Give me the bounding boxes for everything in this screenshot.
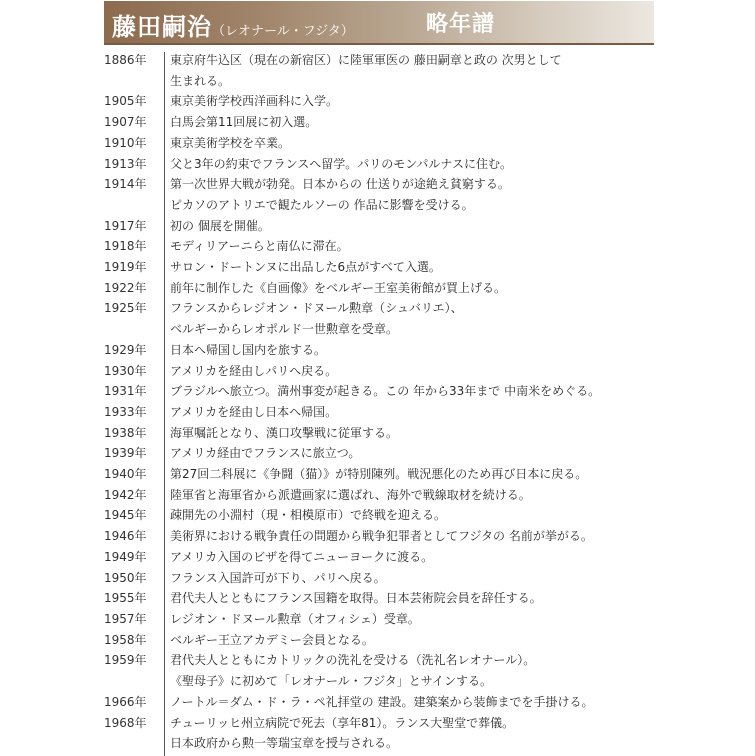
- chronology-entry: [104, 257, 664, 278]
- entry-description: [170, 464, 664, 485]
- entry-description: [170, 381, 664, 402]
- entry-text-line: 日本へ帰国し国内を旅する。: [170, 342, 327, 357]
- entry-description: [170, 91, 664, 112]
- entry-year: 1886年: [104, 53, 147, 67]
- entry-year: 1945年: [104, 508, 147, 523]
- chronology-entry: [104, 402, 664, 423]
- entry-text-line: 第一次世界大戦が勃発。日本からの 仕送りが途絶え貧窮する。: [170, 177, 510, 192]
- entry-text-line: チューリッヒ州立病院で死去（享年81）。ランス大聖堂で葬儀。: [170, 715, 515, 730]
- chronology-entry: [104, 91, 664, 112]
- entry-text-line: ノートル＝ダム・ド・ラ・ペ礼拝堂の 建設。建築案から装飾までを手掛ける。: [170, 694, 594, 709]
- entry-description: [170, 692, 664, 713]
- entry-year: 1939年: [104, 446, 147, 461]
- artist-name-reading: （レオナール・フジタ）: [212, 24, 354, 39]
- entry-year: 1930年: [104, 363, 147, 378]
- chronology-entry: [104, 485, 664, 506]
- entry-year: 1949年: [104, 549, 147, 564]
- entry-text-line: フランスからレジオン・ドヌール勲章（シュバリエ）、: [170, 301, 463, 316]
- entry-text-line: フランス入国許可が下り、パリへ戻る。: [170, 570, 386, 585]
- entry-year: 1910年: [104, 135, 147, 150]
- entry-description: [170, 154, 664, 175]
- entry-text-line: 日本政府から勲一等瑞宝章を授与される。: [170, 736, 399, 751]
- entry-description: [170, 630, 664, 651]
- chronology-entry: [104, 423, 664, 444]
- chronology-entry: [104, 609, 664, 630]
- entry-text-line: 父と3年の約束でフランスへ留学。パリのモンパルナスに住む。: [170, 156, 512, 171]
- chronology-entry: [104, 650, 664, 691]
- entry-text-line: 東京府牛込区（現在の新宿区）に陸軍軍医の 藤田嗣章と政の 次男として: [170, 53, 562, 67]
- chronology-entry: [104, 236, 664, 257]
- entry-text-line: ベルギーからレオポルド一世勲章を受章。: [170, 322, 399, 337]
- chronology-entry: [104, 526, 664, 547]
- entry-description: [170, 713, 664, 754]
- chronology-entry: [104, 692, 664, 713]
- entry-description: [170, 423, 664, 444]
- entry-text-line: 初の 個展を開催。: [170, 218, 270, 233]
- chronology-entry: [104, 133, 664, 154]
- chronology-entry: [104, 568, 664, 589]
- chronology-entry: [104, 381, 664, 402]
- entry-year: 1919年: [104, 260, 147, 275]
- entry-text-line: 《聖母子》に初めて「レオナール・フジタ」とサインする。: [170, 674, 492, 689]
- entry-text-line: 海軍嘱託となり、漢口攻撃戦に従軍する。: [170, 425, 399, 440]
- chronology-entry: [104, 547, 664, 568]
- chronology-entry: [104, 112, 664, 133]
- page-header: [104, 1, 654, 45]
- entry-description: [170, 443, 664, 464]
- entry-description: [170, 402, 664, 423]
- entry-year: 1942年: [104, 487, 147, 502]
- entry-year: 1931年: [104, 384, 147, 399]
- entry-text-line: ブラジルへ旅立つ。満州事変が起きる。この 年から33年まで 中南米をめぐる。: [170, 384, 601, 399]
- entry-description: [170, 526, 664, 547]
- entry-description: [170, 505, 664, 526]
- chronology-entry: [104, 50, 664, 91]
- entry-year: 1959年: [104, 653, 147, 668]
- entry-text-line: 東京美術学校を卒業。: [170, 135, 291, 150]
- chronology-list: [104, 50, 664, 754]
- entry-year: 1968年: [104, 715, 147, 730]
- chronology-entry: [104, 298, 664, 339]
- entry-description: [170, 216, 664, 237]
- entry-description: [170, 133, 664, 154]
- entry-year: 1966年: [104, 694, 147, 709]
- entry-year: 1913年: [104, 156, 147, 171]
- entry-text-line: 前年に制作した《自画像》をベルギー王室美術館が買上げる。: [170, 280, 507, 295]
- entry-year: 1929年: [104, 342, 147, 357]
- entry-text-line: アメリカ入国のビザを得てニューヨークに渡る。: [170, 549, 434, 564]
- entry-year: 1933年: [104, 404, 147, 419]
- entry-description: [170, 340, 664, 361]
- entry-description: [170, 236, 664, 257]
- entry-year: 1940年: [104, 467, 147, 482]
- entry-year: 1957年: [104, 611, 147, 626]
- entry-description: [170, 485, 664, 506]
- entry-text-line: 君代夫人とともにカトリックの洗礼を受ける（洗礼名レオナール）。: [170, 653, 536, 668]
- entry-description: [170, 257, 664, 278]
- artist-name: [112, 7, 354, 42]
- entry-text-line: アメリカ経由でフランスに旅立つ。: [170, 446, 361, 461]
- entry-text-line: 第27回二科展に《争闘（猫）》が特別陳列。戦況悪化のため再び日本に戻る。: [170, 467, 588, 482]
- entry-text-line: 美術界における戦争責任の問題から戦争犯罪者としてフジタの 名前が挙がる。: [170, 529, 593, 544]
- entry-text-line: 生まれる。: [170, 73, 231, 88]
- entry-description: [170, 609, 664, 630]
- entry-year: 1925年: [104, 301, 147, 316]
- entry-text-line: 白馬会第11回展に初入選。: [170, 115, 318, 130]
- chronology-entry: [104, 464, 664, 485]
- page-title: 略年譜: [426, 11, 496, 37]
- entry-text-line: モディリアーニらと南仏に滞在。: [170, 239, 349, 254]
- entry-year: 1946年: [104, 529, 147, 544]
- entry-description: [170, 547, 664, 568]
- entry-description: [170, 588, 664, 609]
- chronology-entry: [104, 630, 664, 651]
- entry-year: 1958年: [104, 632, 147, 647]
- entry-year: 1938年: [104, 425, 147, 440]
- entry-text-line: 疎開先の小淵村（現・相模原市）で終戦を迎える。: [170, 508, 447, 523]
- entry-text-line: アメリカを経由しパリへ戻る。: [170, 363, 338, 378]
- chronology-entry: [104, 340, 664, 361]
- entry-description: [170, 50, 664, 91]
- entry-year: 1917年: [104, 218, 147, 233]
- chronology-entry: [104, 588, 664, 609]
- entry-year: 1950年: [104, 570, 147, 585]
- entry-text-line: ピカソのアトリエで観たルソーの 作品に影響を受ける。: [170, 197, 474, 212]
- entry-year: 1907年: [104, 115, 147, 130]
- chronology-entry: [104, 443, 664, 464]
- entry-description: [170, 278, 664, 299]
- entry-text-line: ベルギー王立アカデミー会員となる。: [170, 632, 374, 647]
- artist-name-kanji: 藤田嗣治: [112, 12, 212, 41]
- entry-year: 1955年: [104, 591, 147, 606]
- entry-text-line: サロン・ドートンヌに出品した6点がすべて入選。: [170, 260, 441, 275]
- chronology-entry: [104, 216, 664, 237]
- entry-year: 1914年: [104, 177, 147, 192]
- entry-description: [170, 361, 664, 382]
- chronology-entry: [104, 154, 664, 175]
- entry-text-line: レジオン・ドヌール勲章（オフィシェ）受章。: [170, 611, 420, 626]
- entry-description: [170, 650, 664, 691]
- entry-text-line: 陸軍省と海軍省から派遣画家に選ばれ、海外で戦線取材を続ける。: [170, 487, 531, 502]
- chronology-entry: [104, 278, 664, 299]
- entry-description: [170, 112, 664, 133]
- entry-text-line: 東京美術学校西洋画科に入学。: [170, 94, 339, 109]
- entry-text-line: 君代夫人とともにフランス国籍を取得。日本芸術院会員を辞任する。: [170, 591, 542, 606]
- entry-year: 1918年: [104, 239, 147, 254]
- entry-description: [170, 568, 664, 589]
- entry-year: 1922年: [104, 280, 147, 295]
- entry-text-line: アメリカを経由し日本へ帰国。: [170, 404, 338, 419]
- entry-description: [170, 298, 664, 339]
- chronology-entry: [104, 361, 664, 382]
- entry-description: [170, 174, 664, 215]
- chronology-entry: [104, 713, 664, 754]
- chronology-entry: [104, 505, 664, 526]
- chronology-entry: [104, 174, 664, 215]
- entry-year: 1905年: [104, 94, 147, 109]
